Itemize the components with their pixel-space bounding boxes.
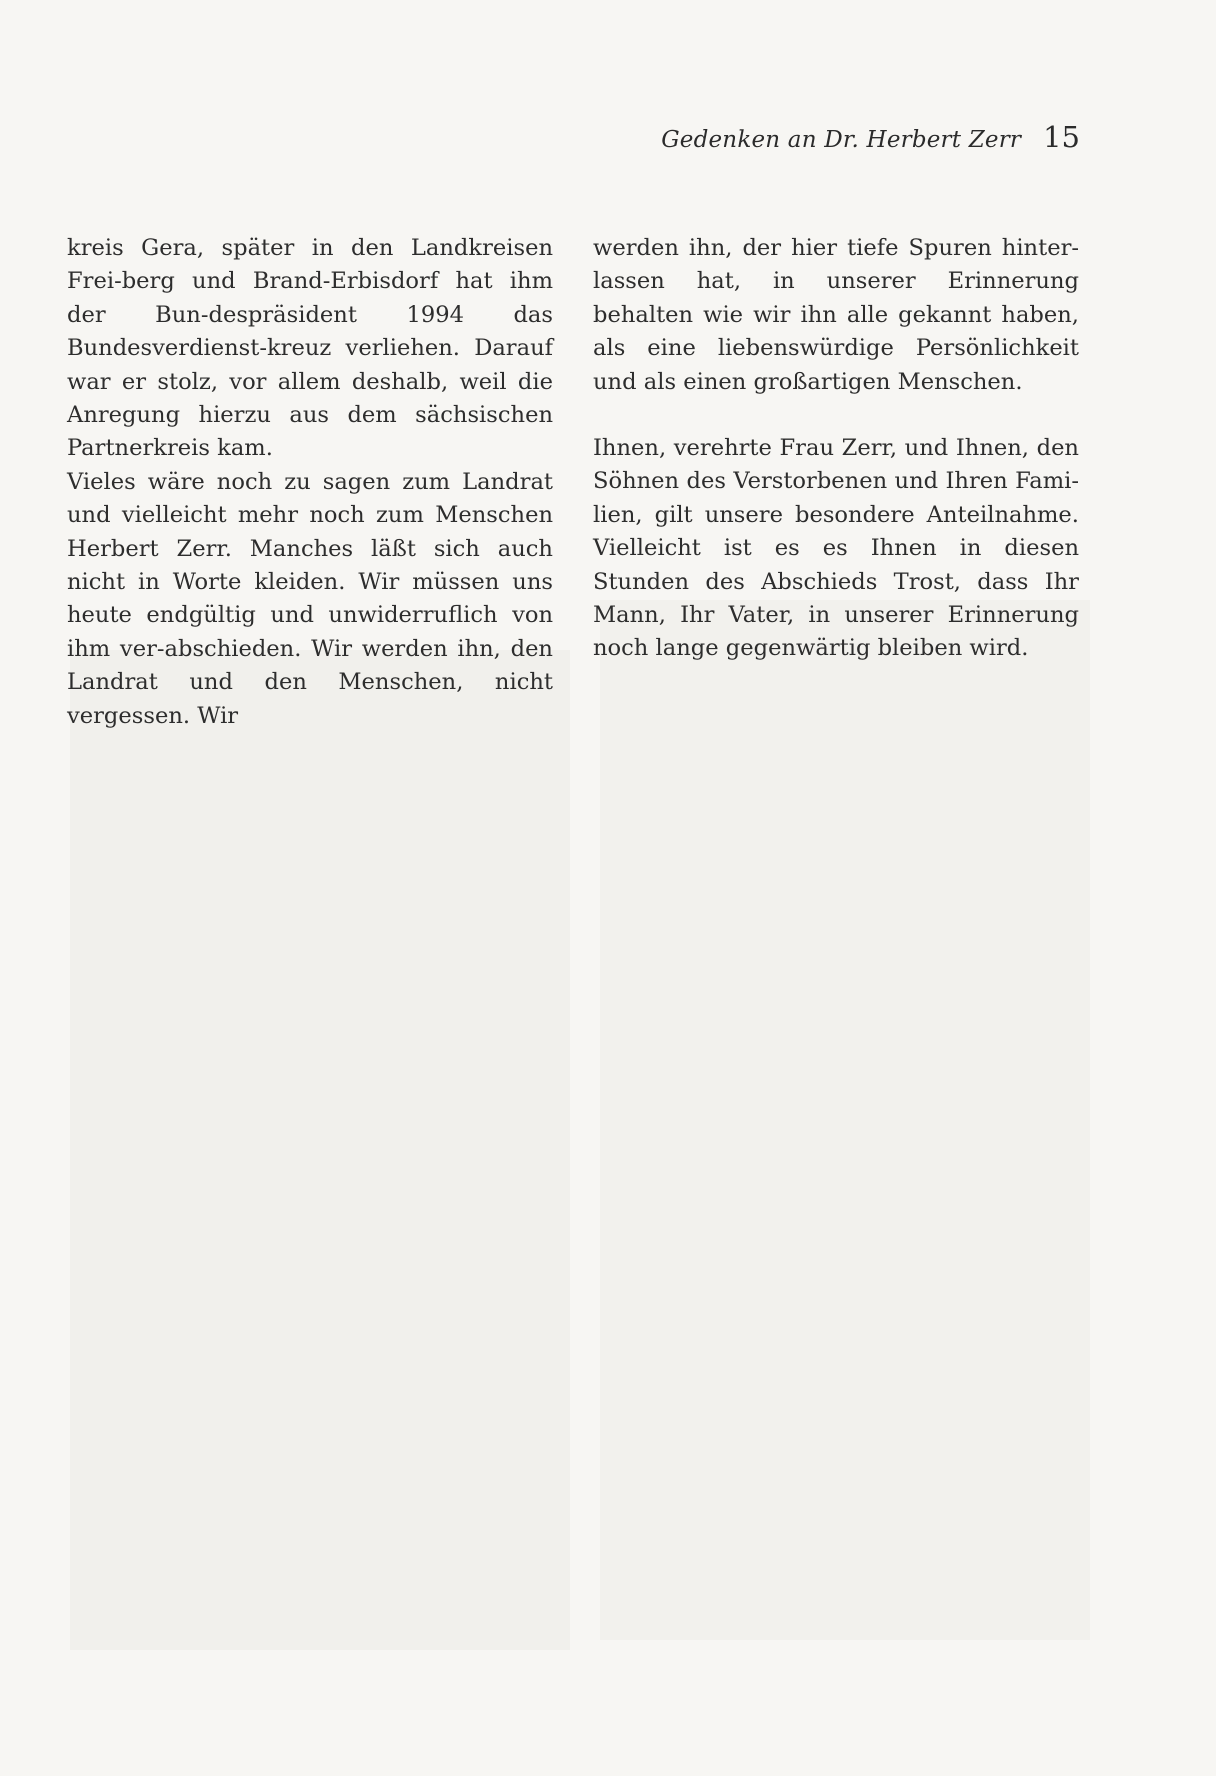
bleed-through-shadow-right xyxy=(600,600,1090,1640)
left-column xyxy=(67,232,553,733)
running-header xyxy=(661,120,1080,154)
page-number: 15 xyxy=(1043,120,1080,154)
paragraph: Vieles wäre noch zu sagen zum Landrat und vielleicht mehr noch zum Menschen Herbert Zerr. Manches läßt sich auch nicht in Worte kleiden. Wir müssen uns heute endgültig und unwiderruflich von ihm ver-abschieden. Wir werden ihn, den Landrat und den Menschen, nicht vergessen. Wir xyxy=(67,468,553,729)
bleed-through-shadow-left xyxy=(70,650,570,1650)
paragraph: werden ihn, der hier tiefe Spuren hinter-lassen hat, in unserer Erinnerung behalten wie wir ihn alle gekannt haben, als eine liebenswürdige Persönlichkeit und als einen großartigen Menschen. xyxy=(593,235,1079,395)
paragraph: Ihnen, verehrte Frau Zerr, und Ihnen, den Söhnen des Verstorbenen und Ihren Fami-lien, gilt unsere besondere Anteilnahme. Vielleicht ist es es Ihnen in diesen Stunden des Abschieds Trost, dass Ihr Mann, Ihr Vater, in unserer Erinnerung noch lange gegenwärtig bleiben wird. xyxy=(593,435,1079,662)
right-column xyxy=(593,232,1079,666)
running-title: Gedenken an Dr. Herbert Zerr xyxy=(661,127,1022,153)
paragraph: kreis Gera, später in den Landkreisen Frei-berg und Brand-Erbisdorf hat ihm der Bun-despräsident 1994 das Bundesverdienst-kreuz verliehen. Darauf war er stolz, vor allem deshalb, weil die Anregung hierzu aus dem sächsischen Partnerkreis kam. xyxy=(67,235,553,462)
